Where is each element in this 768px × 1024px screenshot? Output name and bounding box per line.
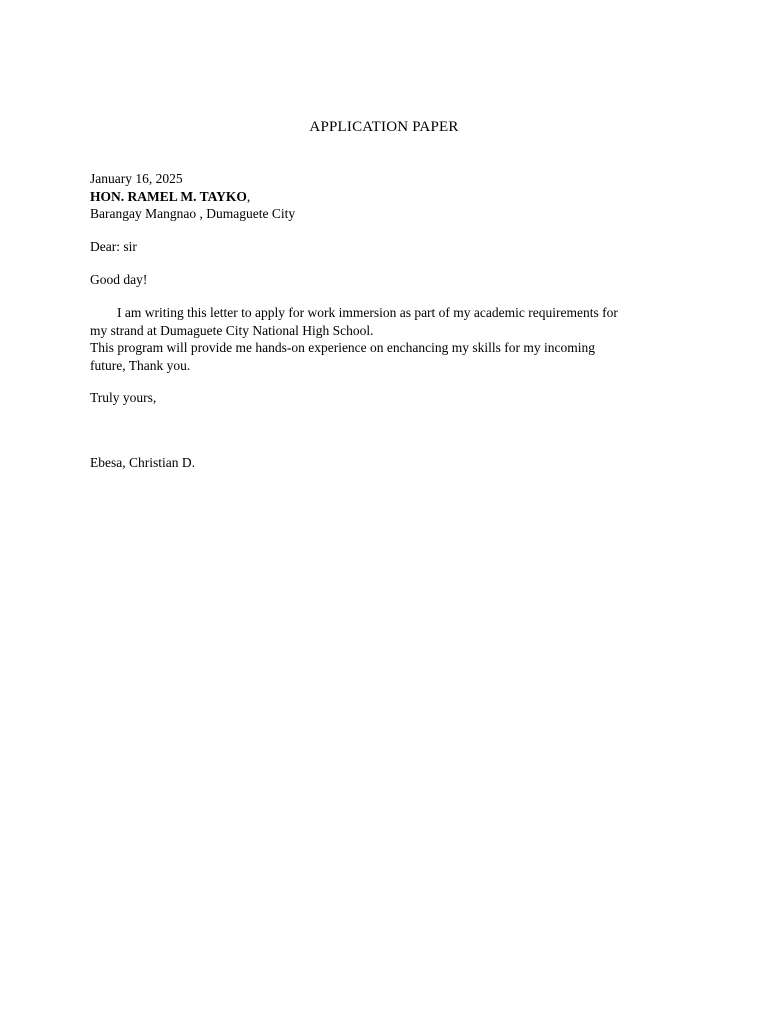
greeting-block: [90, 271, 690, 289]
paragraph-1-line-1: I am writing this letter to apply for work immersion as part of my academic requirements for: [117, 305, 618, 320]
greeting: Good day!: [90, 272, 148, 287]
recipient-name: HON. RAMEL M. TAYKO: [90, 188, 247, 204]
letter-body: [90, 304, 690, 374]
letter-date: January 16, 2025: [90, 171, 183, 186]
paragraph-2-line-1: This program will provide me hands-on experience on enchancing my skills for my incoming: [90, 340, 596, 355]
salutation-block: [90, 238, 690, 256]
paragraph-1-line-2: my strand at Dumaguete City National High School.: [90, 322, 374, 338]
recipient-address: Barangay Mangnao , Dumaguete City: [90, 206, 296, 221]
recipient-line: [90, 188, 690, 206]
paragraph-2-line-2: future, Thank you.: [90, 357, 191, 373]
letter-header-block: [90, 170, 690, 223]
document-title: APPLICATION PAPER: [309, 119, 459, 135]
signature-name: Ebesa, Christian D.: [90, 455, 195, 470]
recipient-name-suffix: ,: [246, 188, 251, 204]
closing: Truly yours,: [90, 390, 157, 405]
signature-block: [90, 454, 690, 472]
closing-block: [90, 389, 690, 407]
salutation: Dear: sir: [90, 239, 137, 254]
